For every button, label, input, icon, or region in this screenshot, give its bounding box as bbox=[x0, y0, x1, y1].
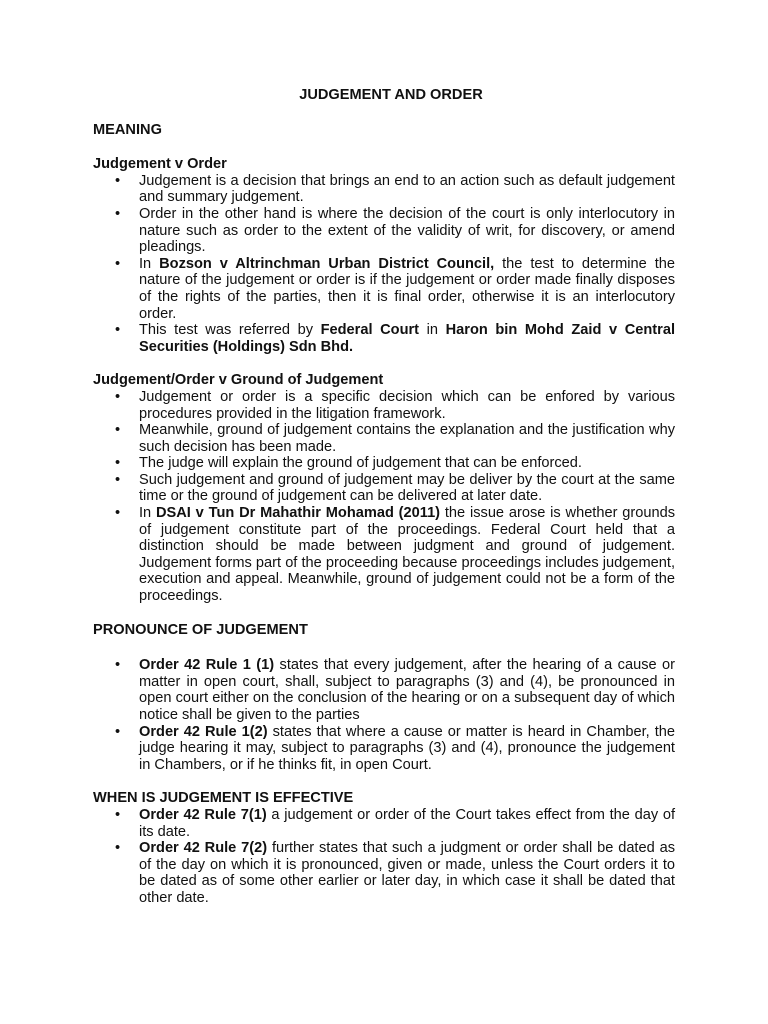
list-item bbox=[93, 422, 675, 455]
bullet-text: In bbox=[139, 505, 156, 522]
bullet-text: in bbox=[419, 322, 446, 339]
court-name: Federal Court bbox=[320, 322, 420, 339]
section-heading-pronounce: PRONOUNCE OF JUDGEMENT bbox=[93, 621, 308, 638]
bullet-text: the issue arose is whether grounds of judgement constitute part of the proceedings. Federal Court held that a distinction should be made between judgment and ground of judgement. Judgement forms part of the proceeding because proceedings includes judgement, execution and appeal. Meanwhile, ground of judgement could not be a form of the proceedings. bbox=[139, 505, 676, 605]
bullet-text: a judgement or order of the Court takes effect from the day of its date. bbox=[139, 806, 676, 840]
bullet-text: further states that such a judgment or order shall be dated as of the day on which it is pronounced, given or made, unless the Court orders it to be dated as of some other earlier or later day, in which case it shall be dated that other date. bbox=[139, 840, 675, 906]
list-item bbox=[93, 724, 675, 774]
list-item bbox=[93, 322, 675, 355]
bullet-text: Such judgement and ground of judgement may be deliver by the court at the same time or the ground of judgement can be delivered at later date. bbox=[139, 471, 675, 505]
case-name: Haron bin Mohd Zaid v Central Securities (Holdings) Sdn Bhd. bbox=[139, 322, 676, 355]
case-name: Bozson v Altrinchman Urban District Council, bbox=[159, 255, 495, 272]
list-item bbox=[93, 472, 675, 505]
bullet-text: states that where a cause or matter is heard in Chamber, the judge hearing it may, subject to paragraphs (3) and (4), pronounce the judgement in Chambers, or if he thinks fit, in open Court. bbox=[139, 723, 676, 773]
list-item bbox=[93, 173, 675, 206]
list-item bbox=[93, 807, 675, 840]
bullet-text: Order in the other hand is where the decision of the court is only interlocutory in nature such as order to the extent of the validity of writ, for discovery, or amend pleadings. bbox=[139, 205, 675, 256]
bullet-text: This test was referred by bbox=[139, 322, 321, 339]
bullet-text: Judgement or order is a specific decision which can be enfored by various procedures provided in the litigation framework. bbox=[139, 388, 675, 422]
list-item bbox=[93, 840, 675, 906]
bullet-list-judgement-v-order bbox=[93, 173, 675, 356]
bullet-text: states that every judgement, after the hearing of a cause or matter in open court, shall, subject to paragraphs (3) and (4), be pronounced in open court either on the conclusion of the hearing or on a subsequent day of which notice shall be given to the parties bbox=[139, 657, 675, 723]
rule-reference: Order 42 Rule 1 (1) bbox=[139, 657, 275, 674]
subheading-ground-of-judgement: Judgement/Order v Ground of Judgement bbox=[93, 372, 384, 389]
list-item bbox=[93, 206, 675, 256]
section-heading-effective: WHEN IS JUDGEMENT IS EFFECTIVE bbox=[93, 790, 354, 807]
bullet-text: Meanwhile, ground of judgement contains the explanation and the justification why such decision has been made. bbox=[139, 422, 675, 455]
case-name: DSAI v Tun Dr Mahathir Mohamad (2011) bbox=[156, 505, 441, 522]
document-title: JUDGEMENT AND ORDER bbox=[299, 87, 483, 103]
section-heading-meaning: MEANING bbox=[93, 121, 162, 138]
bullet-list-effective bbox=[93, 807, 675, 907]
bullet-text: Judgement is a decision that brings an end to an action such as default judgement and summary judgement. bbox=[139, 172, 675, 206]
subheading-judgement-v-order: Judgement v Order bbox=[93, 156, 227, 173]
rule-reference: Order 42 Rule 7(1) bbox=[139, 806, 267, 823]
list-item bbox=[93, 505, 675, 605]
rule-reference: Order 42 Rule 7(2) bbox=[139, 840, 268, 857]
list-item bbox=[93, 256, 675, 322]
list-item bbox=[93, 657, 675, 723]
bullet-text: In bbox=[139, 255, 160, 272]
list-item bbox=[93, 455, 675, 472]
bullet-list-pronounce bbox=[93, 657, 675, 773]
list-item bbox=[93, 389, 675, 422]
bullet-text: the test to determine the nature of the judgement or order is if the judgement or order made finally disposes of the rights of the parties, then it is final order, otherwise it is an interlocutory order. bbox=[139, 255, 675, 322]
rule-reference: Order 42 Rule 1(2) bbox=[139, 723, 268, 740]
bullet-text: The judge will explain the ground of judgement that can be enforced. bbox=[139, 455, 582, 472]
bullet-list-ground-of-judgement bbox=[93, 389, 675, 605]
